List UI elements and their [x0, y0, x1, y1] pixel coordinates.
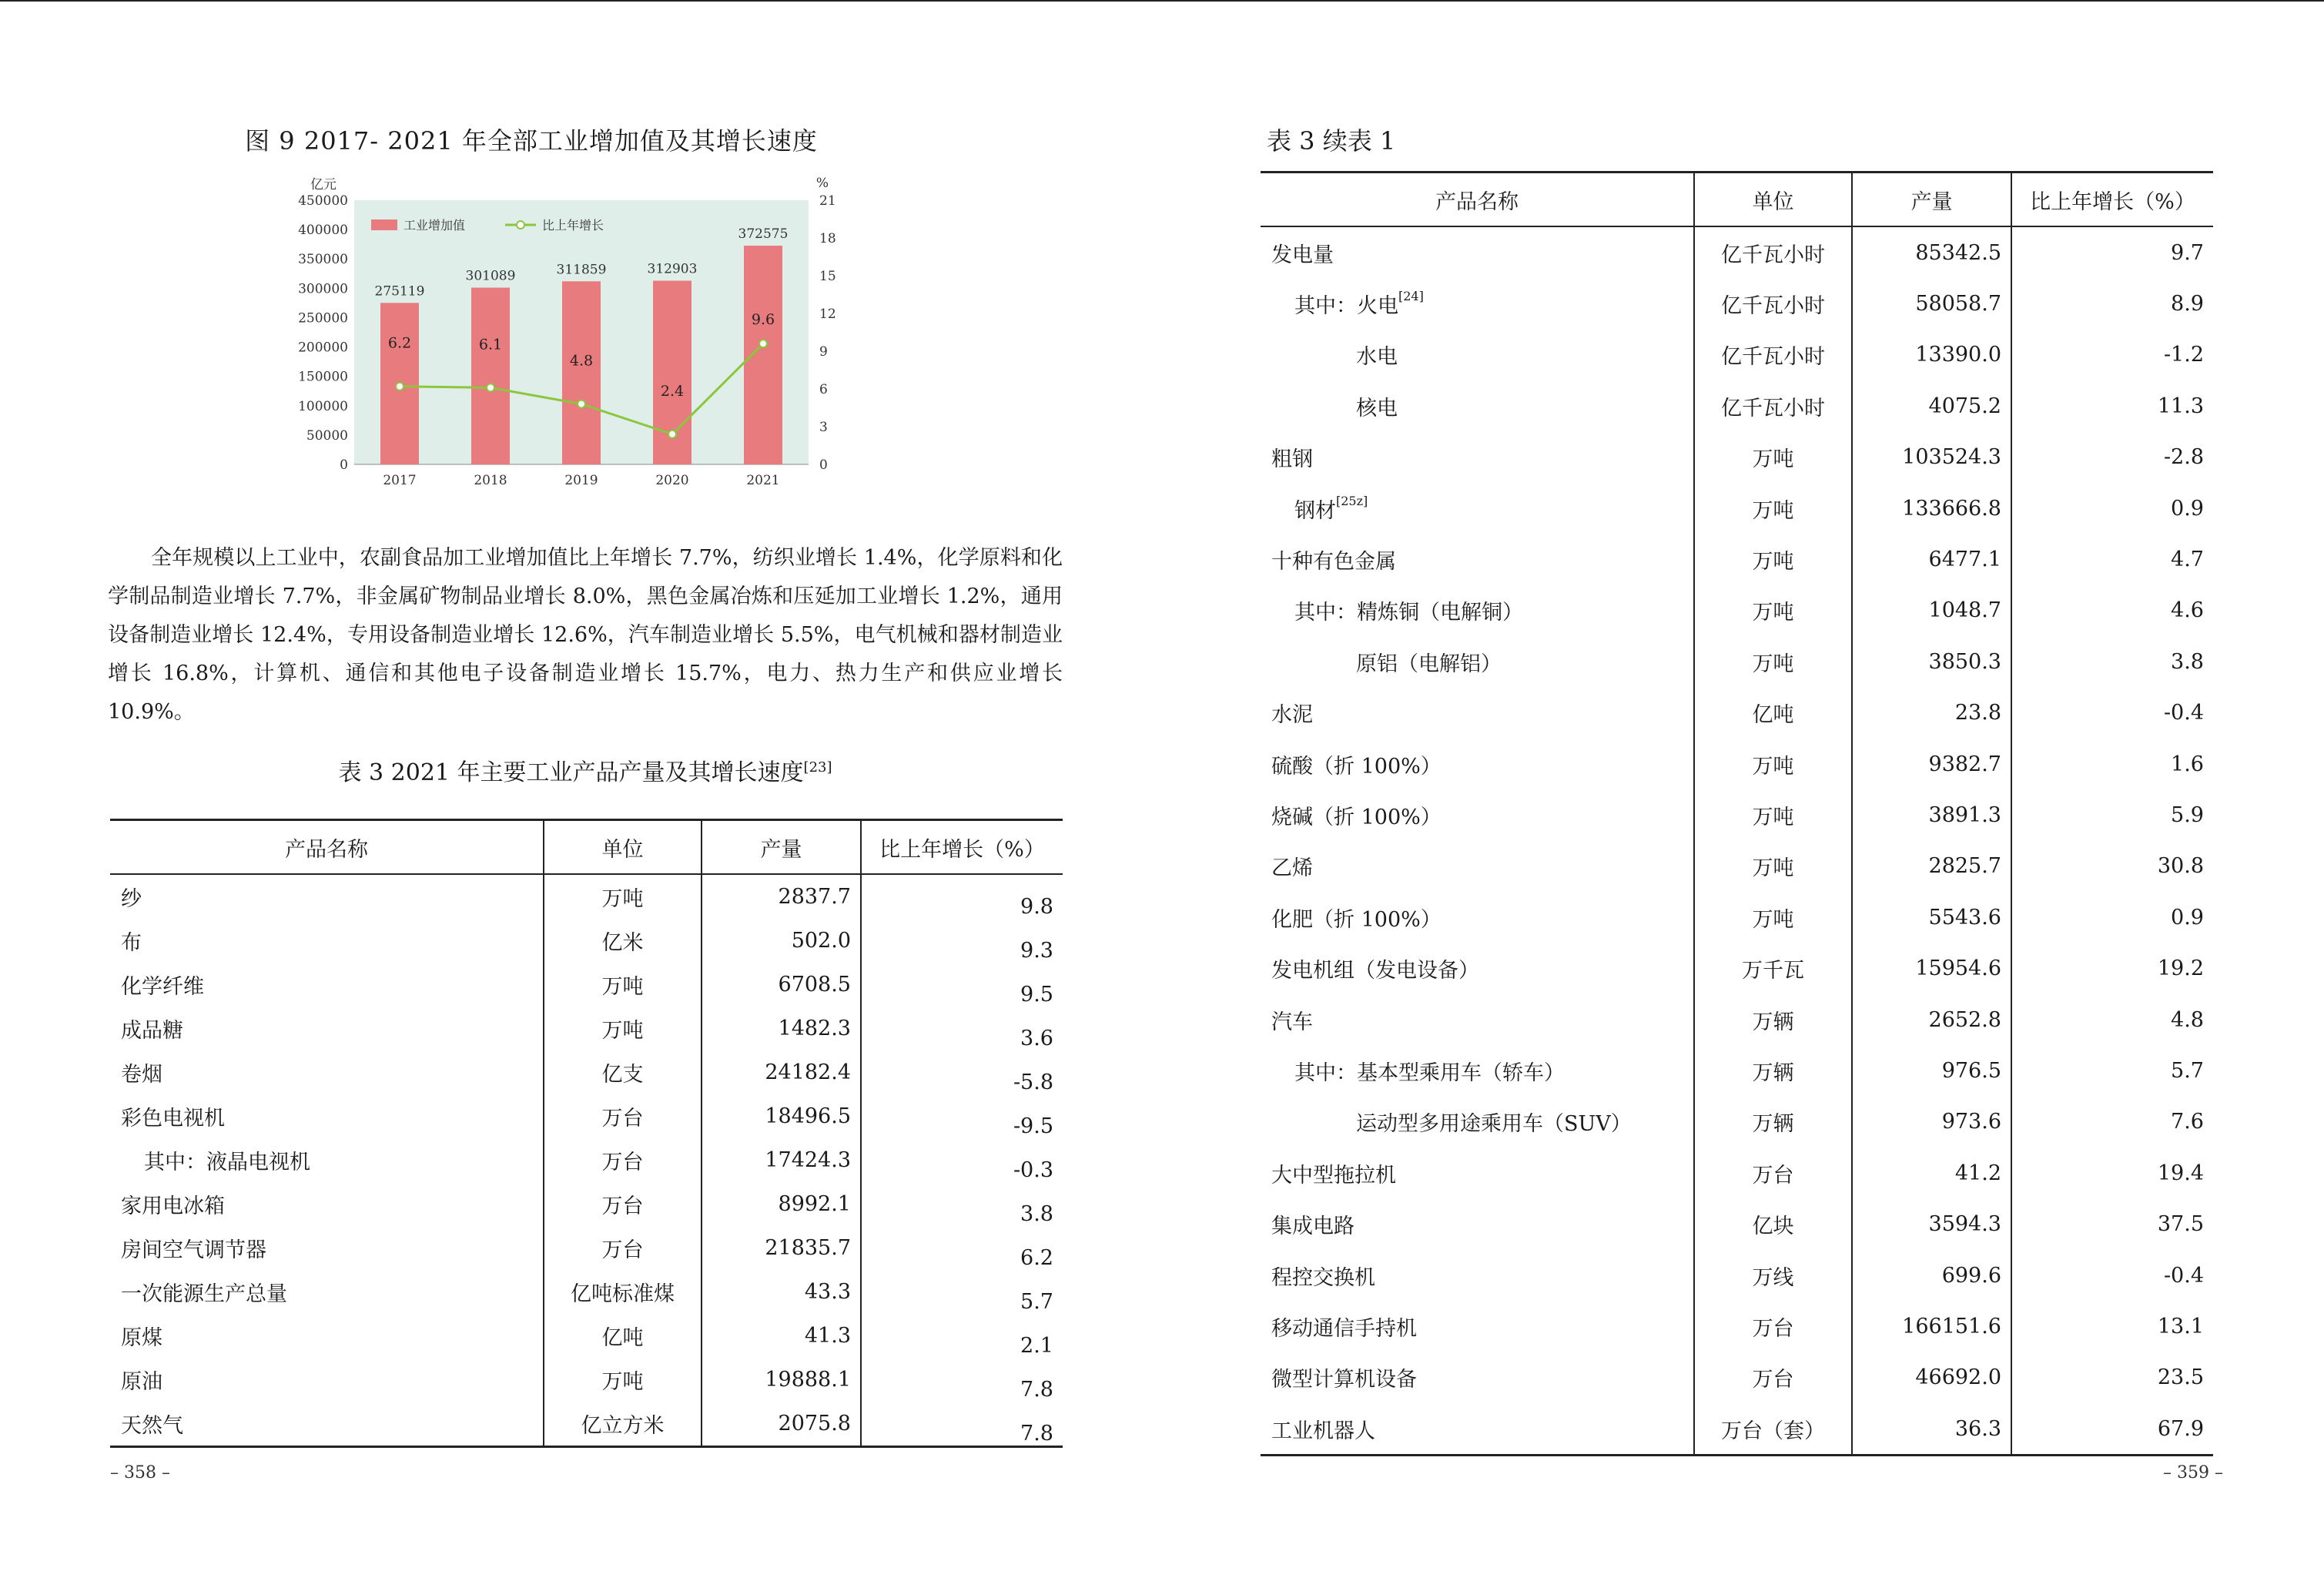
- cell-growth: -0.4: [2011, 1250, 2213, 1301]
- cell-growth: 9.7: [2011, 226, 2213, 278]
- table-row: [110, 1402, 1063, 1447]
- paragraph: 全年规模以上工业中，农副食品加工业增加值比上年增长 7.7%，纺织业增长 1.4%，化学原料和化学制品制造业增长 7.7%，非金属矿物制品业增长 8.0%，黑色金属冶炼和压延加工业增长 1.2%，通用设备制造业增长 12.4%，专用设备制造业增长 12.6%，汽车制造业增长 5.5%，电气机械和器材制造业增长 16.8%，计算机、通信和其他电子设备制造业增长 15.7%，电力、热力生产和供应业增长 10.9%。: [108, 546, 1063, 724]
- cell-product: [1261, 1045, 1694, 1096]
- x-tick-label: 2019: [564, 473, 598, 488]
- cell-unit: 万吨: [1694, 432, 1852, 483]
- cell-output: 973.6: [1852, 1097, 2011, 1147]
- table-row: [1261, 1352, 2213, 1403]
- chart-svg: [270, 173, 870, 497]
- cell-unit: 亿立方米: [544, 1402, 702, 1447]
- cell-growth: 2.1: [861, 1314, 1063, 1358]
- table-row: [1261, 1097, 2213, 1147]
- cell-product: [1261, 1198, 1694, 1249]
- product-name: 发电量: [1271, 243, 1334, 267]
- cell-output: 166151.6: [1852, 1301, 2011, 1352]
- cell-growth: 5.7: [2011, 1045, 2213, 1096]
- table-row: [1261, 1301, 2213, 1352]
- growth-value-label: 2.4: [660, 382, 685, 400]
- y-tick-right: 6: [819, 382, 828, 397]
- cell-product: [1261, 1301, 1694, 1352]
- cell-unit: 万吨: [1694, 585, 1852, 636]
- footnote-ref: [25z]: [1336, 493, 1368, 508]
- table-row: [110, 1358, 1063, 1402]
- cell-unit: 万吨: [544, 874, 702, 919]
- table-row: [1261, 330, 2213, 380]
- cell-output: 1482.3: [702, 1007, 861, 1050]
- product-name: 微型计算机设备: [1271, 1368, 1417, 1392]
- table-row: [1261, 226, 2213, 278]
- product-table-continued: [1261, 171, 2213, 1456]
- table-row: [110, 1007, 1063, 1050]
- y-tick-left: 50000: [306, 427, 348, 444]
- header-unit: 单位: [1694, 173, 1852, 227]
- product-name: 硫酸（折 100%）: [1271, 754, 1442, 779]
- cell-product: [1261, 432, 1694, 483]
- product-name: 烧碱（折 100%）: [1271, 805, 1442, 829]
- cell-unit: 万吨: [1694, 841, 1852, 892]
- table-row: [1261, 1147, 2213, 1198]
- table-row: [110, 1314, 1063, 1358]
- table-row: [1261, 688, 2213, 739]
- cell-output: 18496.5: [702, 1094, 861, 1138]
- cell-growth: 7.8: [861, 1402, 1063, 1447]
- bar-value-label: 312903: [647, 261, 698, 277]
- y-tick-left: 300000: [298, 281, 348, 297]
- cell-product: 家用电冰箱: [121, 1194, 225, 1218]
- cell-output: 23.8: [1852, 688, 2011, 739]
- cell-product: 化学纤维: [121, 975, 204, 999]
- product-name: 其中：基本型乘用车（轿车）: [1294, 1060, 1565, 1085]
- cell-growth: 0.9: [2011, 483, 2213, 534]
- cell-product: 一次能源生产总量: [121, 1282, 287, 1306]
- cell-unit: 亿千瓦小时: [1694, 330, 1852, 380]
- cell-unit: 万辆: [1694, 1097, 1852, 1147]
- cell-output: 9382.7: [1852, 739, 2011, 789]
- cell-unit: 万台: [544, 1226, 702, 1270]
- y-tick-left: 100000: [298, 398, 348, 414]
- cell-product: [1261, 483, 1694, 534]
- table-header-row: [1261, 173, 2213, 227]
- table-row: [110, 1226, 1063, 1270]
- table-header-row: [110, 820, 1063, 875]
- cell-output: 6477.1: [1852, 534, 2011, 585]
- cell-product: [1261, 585, 1694, 636]
- cell-unit: 万吨: [1694, 892, 1852, 943]
- growth-point: [487, 384, 494, 391]
- product-name: 粗钢: [1271, 447, 1313, 472]
- cell-growth: 4.8: [2011, 994, 2213, 1045]
- cell-growth: 1.6: [2011, 739, 2213, 789]
- cell-product: 成品糖: [121, 1019, 183, 1043]
- cell-growth: -5.8: [861, 1050, 1063, 1094]
- cell-output: 36.3: [1852, 1403, 2011, 1456]
- cell-growth: 9.3: [861, 919, 1063, 963]
- growth-value-label: 6.1: [478, 336, 503, 353]
- bar: [562, 281, 601, 464]
- y-tick-right: 18: [819, 231, 836, 246]
- cell-output: 4075.2: [1852, 380, 2011, 431]
- cell-unit: 万吨: [1694, 483, 1852, 534]
- cell-product: [1261, 330, 1694, 380]
- cell-output: 2825.7: [1852, 841, 2011, 892]
- legend-bar-swatch: [371, 219, 397, 230]
- product-name: 汽车: [1271, 1010, 1313, 1034]
- table-row: [110, 1270, 1063, 1314]
- header-product: 产品名称: [1261, 173, 1694, 227]
- cell-output: 5543.6: [1852, 892, 2011, 943]
- table-row: [1261, 380, 2213, 431]
- cell-output: 24182.4: [702, 1050, 861, 1094]
- cell-output: 502.0: [702, 919, 861, 963]
- cell-output: 2837.7: [702, 874, 861, 919]
- cell-output: 41.3: [702, 1314, 861, 1358]
- header-unit: 单位: [544, 820, 702, 875]
- cell-unit: 亿米: [544, 919, 702, 963]
- product-table: [110, 819, 1063, 1448]
- cell-growth: 3.6: [861, 1007, 1063, 1050]
- cell-unit: 万辆: [1694, 1045, 1852, 1096]
- cell-product: [1261, 1352, 1694, 1403]
- cell-growth: 4.7: [2011, 534, 2213, 585]
- cell-unit: 万线: [1694, 1250, 1852, 1301]
- cell-product: [1261, 943, 1694, 993]
- table-caption-text: 表 3 2021 年主要工业产品产量及其增长速度: [338, 759, 804, 786]
- x-tick-label: 2021: [746, 473, 780, 488]
- y-tick-right: 0: [819, 457, 828, 473]
- cell-output: 13390.0: [1852, 330, 2011, 380]
- cell-unit: 万吨: [544, 963, 702, 1007]
- cell-growth: 23.5: [2011, 1352, 2213, 1403]
- cell-product: [1261, 226, 1694, 278]
- growth-point: [578, 400, 585, 408]
- table-row: [110, 919, 1063, 963]
- cell-growth: 5.9: [2011, 789, 2213, 840]
- cell-output: 6708.5: [702, 963, 861, 1007]
- cell-growth: 37.5: [2011, 1198, 2213, 1249]
- y-tick-left: 150000: [298, 369, 348, 385]
- table-row: [1261, 1045, 2213, 1096]
- cell-unit: 万千瓦: [1694, 943, 1852, 993]
- cell-growth: 13.1: [2011, 1301, 2213, 1352]
- right-page: [1162, 0, 2324, 1588]
- table-row: [110, 1094, 1063, 1138]
- product-name: 十种有色金属: [1271, 550, 1396, 575]
- header-output: 产量: [702, 820, 861, 875]
- cell-product: 彩色电视机: [121, 1107, 225, 1131]
- cell-unit: 亿千瓦小时: [1694, 226, 1852, 278]
- y-tick-right: 9: [819, 344, 828, 360]
- bar: [744, 246, 782, 464]
- table-row: [1261, 892, 2213, 943]
- cell-output: 58058.7: [1852, 278, 2011, 329]
- cell-unit: 万吨: [544, 1358, 702, 1402]
- cell-growth: 0.9: [2011, 892, 2213, 943]
- cell-growth: 3.8: [861, 1182, 1063, 1226]
- cell-product: [1261, 688, 1694, 739]
- cell-output: 19888.1: [702, 1358, 861, 1402]
- product-name: 核电: [1356, 396, 1398, 420]
- product-name: 钢材: [1294, 498, 1336, 523]
- y-axis-label-left: 亿元: [310, 177, 337, 193]
- product-name: 大中型拖拉机: [1271, 1163, 1396, 1188]
- table-row: [1261, 585, 2213, 636]
- cell-output: 15954.6: [1852, 943, 2011, 993]
- cell-unit: 万台: [544, 1182, 702, 1226]
- y-tick-left: 200000: [298, 340, 348, 356]
- cell-growth: -9.5: [861, 1094, 1063, 1138]
- bar: [471, 288, 510, 464]
- cell-growth: -0.4: [2011, 688, 2213, 739]
- legend-line-label: 比上年增长: [542, 218, 604, 233]
- cell-growth: 8.9: [2011, 278, 2213, 329]
- table-row: [1261, 994, 2213, 1045]
- cell-product: 卷烟: [121, 1063, 162, 1087]
- product-name: 水泥: [1271, 703, 1313, 728]
- cell-product: [1261, 1250, 1694, 1301]
- cell-product: [1261, 278, 1694, 329]
- cell-unit: 亿千瓦小时: [1694, 278, 1852, 329]
- cell-growth: 3.8: [2011, 636, 2213, 687]
- y-tick-left: 0: [340, 457, 348, 473]
- growth-value-label: 9.6: [751, 311, 775, 329]
- table-row: [110, 963, 1063, 1007]
- table-row: [1261, 1403, 2213, 1456]
- y-tick-left: 250000: [298, 310, 348, 327]
- cell-output: 3850.3: [1852, 636, 2011, 687]
- cell-product: [1261, 789, 1694, 840]
- product-name: 程控交换机: [1271, 1265, 1375, 1290]
- product-name: 水电: [1356, 345, 1398, 370]
- cell-unit: 万吨: [1694, 636, 1852, 687]
- cell-growth: 6.2: [861, 1226, 1063, 1270]
- cell-product: [1261, 1097, 1694, 1147]
- y-tick-right: 15: [819, 269, 836, 284]
- table-caption: [108, 753, 1063, 787]
- cell-growth: 19.2: [2011, 943, 2213, 993]
- table-row: [1261, 943, 2213, 993]
- y-tick-right: 12: [819, 307, 836, 322]
- y-tick-right: 21: [819, 193, 836, 209]
- cell-output: 85342.5: [1852, 226, 2011, 278]
- table-row: [1261, 739, 2213, 789]
- cell-product: 原油: [121, 1370, 162, 1394]
- cell-output: 8992.1: [702, 1182, 861, 1226]
- cell-product: 其中：液晶电视机: [144, 1151, 310, 1174]
- growth-value-label: 6.2: [387, 334, 412, 352]
- cell-unit: 亿吨: [1694, 688, 1852, 739]
- bar-value-label: 372575: [738, 226, 789, 243]
- cell-product: [1261, 380, 1694, 431]
- legend-bar-label: 工业增加值: [404, 218, 466, 233]
- table-caption-ref: [23]: [803, 759, 832, 776]
- y-axis-label-right: %: [815, 176, 829, 191]
- cell-output: 17424.3: [702, 1138, 861, 1182]
- header-growth: 比上年增长（%）: [2011, 173, 2213, 227]
- cell-product: 天然气: [121, 1414, 183, 1438]
- growth-point: [668, 431, 676, 438]
- x-tick-label: 2018: [474, 473, 507, 488]
- product-name: 运动型多用途乘用车（SUV）: [1356, 1112, 1632, 1137]
- cell-product: [1261, 994, 1694, 1045]
- cell-growth: 7.6: [2011, 1097, 2213, 1147]
- table-row: [1261, 1198, 2213, 1249]
- cell-product: [1261, 1147, 1694, 1198]
- y-tick-left: 350000: [298, 252, 348, 268]
- cell-unit: 万吨: [1694, 534, 1852, 585]
- cell-unit: 万吨: [544, 1007, 702, 1050]
- cell-unit: 亿吨: [544, 1314, 702, 1358]
- cell-output: 699.6: [1852, 1250, 2011, 1301]
- cell-product: 原煤: [121, 1326, 162, 1350]
- product-name: 工业机器人: [1271, 1419, 1375, 1443]
- cell-unit: 万台: [1694, 1352, 1852, 1403]
- page-number: – 359 –: [2163, 1463, 2223, 1482]
- product-name: 乙烯: [1271, 856, 1313, 881]
- cell-product: [1261, 636, 1694, 687]
- cell-growth: 19.4: [2011, 1147, 2213, 1198]
- x-tick-label: 2020: [655, 473, 689, 488]
- product-name: 原铝（电解铝）: [1356, 652, 1502, 676]
- cell-growth: -2.8: [2011, 432, 2213, 483]
- cell-growth: 7.8: [861, 1358, 1063, 1402]
- footnote-ref: [24]: [1398, 289, 1424, 304]
- cell-output: 2652.8: [1852, 994, 2011, 1045]
- page-number: – 358 –: [110, 1463, 170, 1482]
- cell-growth: 9.5: [861, 963, 1063, 1007]
- cell-growth: 4.6: [2011, 585, 2213, 636]
- cell-growth: 9.8: [861, 874, 1063, 919]
- product-name: 发电机组（发电设备）: [1271, 959, 1479, 983]
- bar-value-label: 311859: [556, 262, 607, 278]
- cell-unit: 万辆: [1694, 994, 1852, 1045]
- table-row: [1261, 432, 2213, 483]
- cell-output: 1048.7: [1852, 585, 2011, 636]
- cell-unit: 亿千瓦小时: [1694, 380, 1852, 431]
- cell-product: 布: [121, 931, 142, 955]
- table-row: [1261, 1250, 2213, 1301]
- cell-product: 纱: [121, 887, 142, 911]
- cell-product: [1261, 841, 1694, 892]
- y-tick-left: 400000: [298, 223, 348, 239]
- cell-output: 133666.8: [1852, 483, 2011, 534]
- table-row: [1261, 534, 2213, 585]
- cell-growth: -0.3: [861, 1138, 1063, 1182]
- cell-output: 103524.3: [1852, 432, 2011, 483]
- figure-title: 图 9 2017- 2021 年全部工业增加值及其增长速度: [245, 126, 818, 156]
- cell-growth: 30.8: [2011, 841, 2213, 892]
- growth-point: [759, 340, 767, 347]
- x-tick-label: 2017: [383, 473, 417, 488]
- y-tick-left: 450000: [298, 193, 348, 209]
- table-row: [110, 1138, 1063, 1182]
- cell-output: 41.2: [1852, 1147, 2011, 1198]
- product-name: 其中：精炼铜（电解铜）: [1294, 601, 1523, 625]
- cell-product: 房间空气调节器: [121, 1238, 266, 1262]
- cell-unit: 万台: [1694, 1301, 1852, 1352]
- table-row: [1261, 789, 2213, 840]
- cell-output: 3891.3: [1852, 789, 2011, 840]
- product-name: 集成电路: [1271, 1214, 1355, 1239]
- table-row: [1261, 636, 2213, 687]
- header-output: 产量: [1852, 173, 2011, 227]
- cell-unit: 亿块: [1694, 1198, 1852, 1249]
- table-row: [1261, 841, 2213, 892]
- bar-value-label: 301089: [465, 268, 516, 284]
- cell-unit: 亿支: [544, 1050, 702, 1094]
- table-row: [110, 1182, 1063, 1226]
- cell-output: 21835.7: [702, 1226, 861, 1270]
- cell-growth: 11.3: [2011, 380, 2213, 431]
- header-product: 产品名称: [110, 820, 544, 875]
- product-name: 移动通信手持机: [1271, 1316, 1417, 1341]
- table-row: [110, 1050, 1063, 1094]
- cell-unit: 万吨: [1694, 789, 1852, 840]
- cell-product: [1261, 739, 1694, 789]
- cell-unit: 万台（套）: [1694, 1403, 1852, 1456]
- bar-value-label: 275119: [374, 283, 425, 300]
- cell-output: 43.3: [702, 1270, 861, 1314]
- header-growth: 比上年增长（%）: [861, 820, 1063, 875]
- cell-output: 46692.0: [1852, 1352, 2011, 1403]
- cell-unit: 万吨: [1694, 739, 1852, 789]
- cell-output: 2075.8: [702, 1402, 861, 1447]
- table-row: [1261, 278, 2213, 329]
- cell-product: [1261, 1403, 1694, 1456]
- table-continued-title: 表 3 续表 1: [1267, 126, 1396, 156]
- cell-growth: 67.9: [2011, 1403, 2213, 1456]
- cell-unit: 万台: [544, 1094, 702, 1138]
- product-name: 其中：火电: [1294, 294, 1398, 319]
- product-name: 化肥（折 100%）: [1271, 907, 1442, 932]
- cell-unit: 万台: [1694, 1147, 1852, 1198]
- table-row: [1261, 483, 2213, 534]
- cell-unit: 亿吨标准煤: [544, 1270, 702, 1314]
- growth-point: [396, 383, 404, 390]
- cell-unit: 万台: [544, 1138, 702, 1182]
- cell-output: 3594.3: [1852, 1198, 2011, 1249]
- table-row: [110, 874, 1063, 919]
- cell-product: [1261, 534, 1694, 585]
- growth-value-label: 4.8: [569, 352, 594, 370]
- y-tick-right: 3: [819, 420, 828, 435]
- cell-growth: -1.2: [2011, 330, 2213, 380]
- legend-line-marker: [517, 221, 524, 229]
- cell-output: 976.5: [1852, 1045, 2011, 1096]
- cell-product: [1261, 892, 1694, 943]
- industry-chart: [270, 173, 870, 497]
- cell-growth: 5.7: [861, 1270, 1063, 1314]
